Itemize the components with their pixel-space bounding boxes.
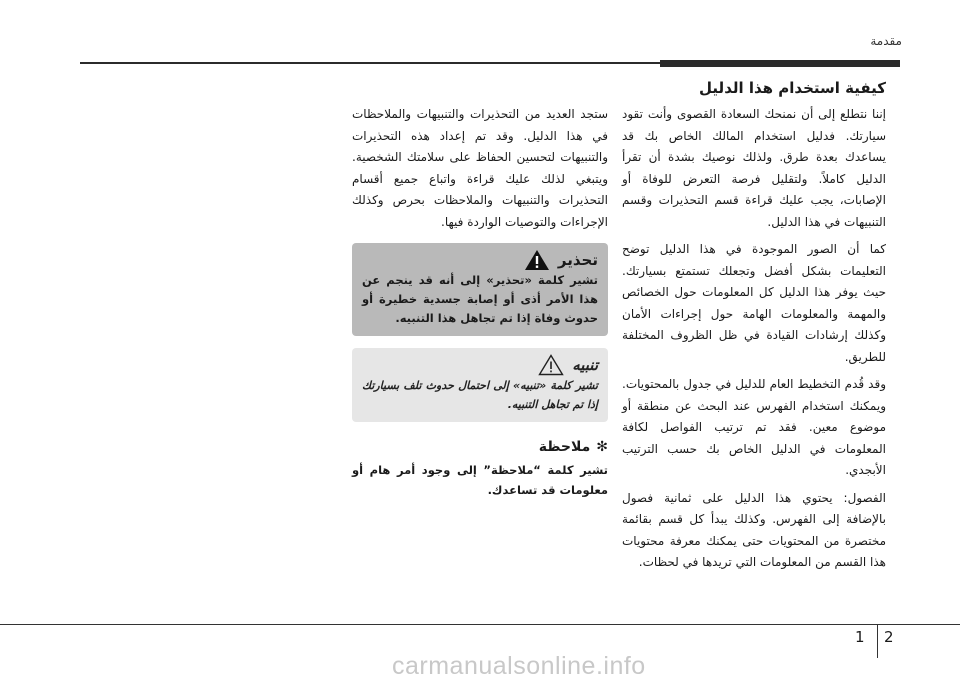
warning-title: تحذير	[557, 250, 598, 269]
paragraph: الفصول: يحتوي هذا الدليل على ثمانية فصول بالإضافة إلى الفهرس. وكذلك يبدأ كل قسم بقائمة مختصرة من المحتويات حتى يمكنك معرفة محتويات هذا القسم من المعلومات التي تريدها في لحظات.	[622, 490, 886, 569]
section-title: كيفية استخدام هذا الدليل	[699, 79, 886, 97]
header-bar	[660, 60, 900, 67]
intro-paragraph: ستجد العديد من التحذيرات والتنبيهات والملاحظات في هذا الدليل. وقد تم إعداد هذه التحذيرات والتنبيهات لتحسين الحفاظ على سلامتك الشخصية. ويتبغي لذلك عليك قراءة واتباع جميع أقسام التحذيرات والتنبيهات والملاحظات بحرص وكذلك الإجراءات والتوصيات الواردة فيها.	[352, 107, 608, 229]
caution-header	[362, 354, 598, 376]
page-number-chapter: 2	[884, 628, 894, 646]
footer-rule	[0, 624, 960, 625]
caution-text: تشير كلمة «تنبيه» إلى احتمال حدوث تلف بسيارتك إذا تم تجاهل التنبيه.	[362, 379, 598, 411]
page-number-section: 1	[855, 628, 865, 646]
section-label: مقدمة	[870, 34, 902, 48]
note-header	[352, 436, 608, 458]
caution-triangle-icon	[538, 354, 564, 376]
paragraph: كما أن الصور الموجودة في هذا الدليل توضح التعليمات بشكل أفضل وتجعلك تستمتع بسيارتك. حيث يوفر هذا الدليل كل المعلومات حول الخصائص والمهمة والمعلومات الهامة حول إجراءات الأمان وكذلك إرشادات القيادة في ظل الظروف المختلفة للطريق.	[622, 242, 886, 364]
note-text: تشير كلمة “ملاحظة” إلى وجود أمر هام أو معلومات قد تساعدك.	[352, 463, 608, 497]
watermark: carmanualsonline.info	[392, 652, 646, 680]
paragraph: وقد قُدم التخطيط العام للدليل في جدول بالمحتويات. ويمكنك استخدام الفهرس عند البحث عن منطقة أو موضوع معين. فقد تم ترتيب الفواصل لكافة المعلومات في الدليل الخاص بك حسب الترتيب الأبجدي.	[622, 377, 886, 477]
paragraph: إننا نتطلع إلى أن نمنحك السعادة القصوى وأنت تقود سيارتك. فدليل استخدام المالك الخاص بك قد يساعدك بعدة طرق. ولذلك نوصيك بشدة أن تقرأ الدليل كاملاً. ولتقليل فرصة التعرض للوفاة أو الإصابات، يجب عليك قراءة قسم التحذيرات وقسم التنبيهات في هذا الدليل.	[622, 107, 886, 229]
caution-title: تنبيه	[572, 355, 598, 374]
caution-box	[352, 348, 608, 422]
warning-header	[362, 249, 598, 271]
right-column	[622, 76, 886, 580]
left-column	[352, 104, 608, 500]
note-title: ملاحظة	[538, 439, 591, 455]
footer-divider	[877, 624, 878, 658]
asterisk-icon: ✻	[596, 439, 608, 455]
warning-box	[352, 243, 608, 336]
warning-text: تشير كلمة «تحذير» إلى أنه قد ينجم عن هذا الأمر أذى أو إصابة جسدية خطيرة أو حدوث وفاة إذا تم تجاهل هذا التنبيه.	[362, 273, 598, 325]
warning-triangle-icon	[524, 249, 550, 271]
